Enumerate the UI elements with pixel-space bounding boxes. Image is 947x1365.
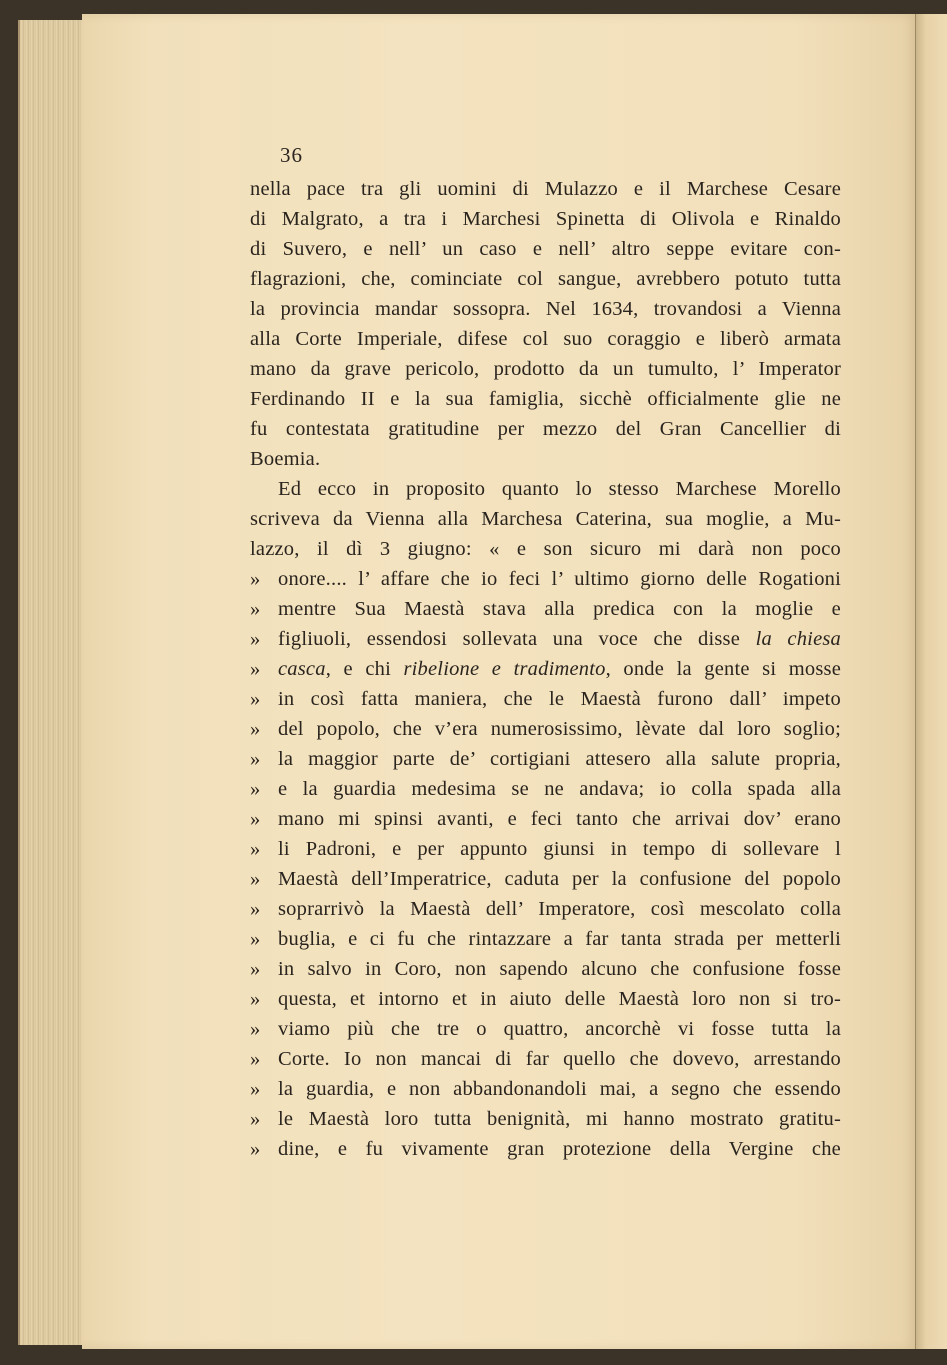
paragraph-first-line — [250, 474, 841, 504]
line-text: la guardia, e non abbandonandoli mai, a segno che essendo — [278, 1078, 841, 1100]
quote-mark: » — [250, 598, 261, 620]
line-text: viamo più che tre o quattro, ancorchè vi fosse tutta la — [278, 1018, 841, 1040]
quoted-line — [250, 1074, 841, 1104]
page-number: 36 — [280, 143, 303, 167]
quote-mark: » — [250, 1078, 261, 1100]
quote-mark: » — [250, 958, 261, 980]
line-text-part: , e chi — [325, 658, 404, 680]
italic-text: ribelione e tradimento — [403, 658, 606, 680]
line-text-part: , onde la gente si mosse — [605, 658, 841, 680]
text-line — [250, 294, 841, 324]
text-line — [250, 234, 841, 264]
quote-mark: » — [250, 838, 261, 860]
text-line — [250, 174, 841, 204]
quote-mark: » — [250, 718, 261, 740]
quoted-line — [250, 744, 841, 774]
line-text: la provincia mandar sossopra. Nel 1634, trovandosi a Vienna — [250, 298, 841, 320]
quote-mark: » — [250, 628, 261, 650]
quote-mark: » — [250, 1138, 261, 1160]
line-text: mano mi spinsi avanti, e feci tanto che arrivai dov’ erano — [278, 808, 841, 830]
quote-mark: » — [250, 658, 261, 680]
line-text: Corte. Io non mancai di far quello che dovevo, arrestando — [278, 1048, 841, 1070]
line-text: flagrazioni, che, cominciate col sangue, avrebbero potuto tutta — [250, 268, 841, 290]
line-text — [278, 654, 841, 684]
line-text: onore.... l’ affare che io feci l’ ultimo giorno delle Rogationi — [278, 568, 841, 590]
quote-mark: » — [250, 988, 261, 1010]
line-text: nella pace tra gli uomini di Mulazzo e il Marchese Cesare — [250, 178, 841, 200]
quoted-line — [250, 654, 841, 684]
quoted-line — [250, 864, 841, 894]
quoted-line — [250, 1104, 841, 1134]
text-line — [250, 414, 841, 444]
italic-text: la chiesa — [755, 628, 841, 650]
quoted-line — [250, 774, 841, 804]
line-text: Maestà dell’Imperatrice, caduta per la confusione del popolo — [278, 868, 841, 890]
line-text: alla Corte Imperiale, difese col suo coraggio e liberò armata — [250, 328, 841, 350]
text-line — [250, 354, 841, 384]
line-text: le Maestà loro tutta benignità, mi hanno mostrato gratitu- — [278, 1108, 841, 1130]
quoted-line — [250, 1014, 841, 1044]
quote-mark: » — [250, 778, 261, 800]
quote-mark: » — [250, 1048, 261, 1070]
quote-mark: » — [250, 898, 261, 920]
line-text: lazzo, il dì 3 giugno: « e son sicuro mi darà non poco — [250, 538, 841, 560]
quoted-line — [250, 684, 841, 714]
quoted-line — [250, 564, 841, 594]
quote-mark: » — [250, 748, 261, 770]
line-text: la maggior parte de’ cortigiani attesero alla salute propria, — [278, 748, 841, 770]
text-line — [250, 264, 841, 294]
quote-mark: » — [250, 808, 261, 830]
quoted-line — [250, 894, 841, 924]
line-text-part: figliuoli, essendosi sollevata una voce che disse — [278, 628, 756, 650]
quoted-line — [250, 804, 841, 834]
line-text: fu contestata gratitudine per mezzo del Gran Cancellier di — [250, 418, 841, 440]
line-text: scriveva da Vienna alla Marchesa Caterina, sua moglie, a Mu- — [250, 508, 841, 530]
text-line — [250, 534, 841, 564]
line-text: soprarrivò la Maestà dell’ Imperatore, così mescolato colla — [278, 898, 841, 920]
line-text: di Malgrato, a tra i Marchesi Spinetta di Olivola e Rinaldo — [250, 208, 841, 230]
line-text: dine, e fu vivamente gran protezione della Vergine che — [278, 1138, 841, 1160]
quoted-line — [250, 984, 841, 1014]
body-text — [250, 174, 841, 1164]
quote-mark: » — [250, 928, 261, 950]
text-line — [250, 324, 841, 354]
quoted-line — [250, 834, 841, 864]
line-text: buglia, e ci fu che rintazzare a far tanta strada per metterli — [278, 928, 841, 950]
italic-text: casca — [278, 658, 326, 680]
quoted-line — [250, 594, 841, 624]
line-text: li Padroni, e per appunto giunsi in tempo di sollevare l — [278, 838, 841, 860]
quoted-line — [250, 624, 841, 654]
line-text: mano da grave pericolo, prodotto da un tumulto, l’ Imperator — [250, 358, 841, 380]
quote-mark: » — [250, 1108, 261, 1130]
line-text: Ferdinando II e la sua famiglia, sicchè officialmente glie ne — [250, 388, 841, 410]
text-line — [250, 384, 841, 414]
quoted-line — [250, 714, 841, 744]
line-text: di Suvero, e nell’ un caso e nell’ altro seppe evitare con- — [250, 238, 841, 260]
line-text: in salvo in Coro, non sapendo alcuno che confusione fosse — [278, 958, 841, 980]
line-text: del popolo, che v’era numerosissimo, lèvate dal loro soglio; — [278, 718, 841, 740]
line-text: in così fatta maniera, che le Maestà furono dall’ impeto — [278, 688, 841, 710]
text-line — [250, 504, 841, 534]
line-text: mentre Sua Maestà stava alla predica con la moglie e — [278, 598, 841, 620]
quote-mark: » — [250, 568, 261, 590]
quote-mark: » — [250, 1018, 261, 1040]
text-line — [250, 204, 841, 234]
quoted-line — [250, 1134, 841, 1164]
text-line — [250, 444, 841, 474]
book-page-edges — [18, 20, 86, 1345]
line-text — [278, 624, 841, 654]
line-text: Ed ecco in proposito quanto lo stesso Marchese Morello — [278, 478, 841, 500]
quoted-line — [250, 954, 841, 984]
quoted-line — [250, 1044, 841, 1074]
line-text: e la guardia medesima se ne andava; io colla spada alla — [278, 778, 841, 800]
quote-mark: » — [250, 688, 261, 710]
line-text: questa, et intorno et in aiuto delle Maestà loro non si tro- — [278, 988, 841, 1010]
facing-page-edge — [915, 14, 947, 1349]
quote-mark: » — [250, 868, 261, 890]
line-text: Boemia. — [250, 448, 321, 470]
quoted-line — [250, 924, 841, 954]
